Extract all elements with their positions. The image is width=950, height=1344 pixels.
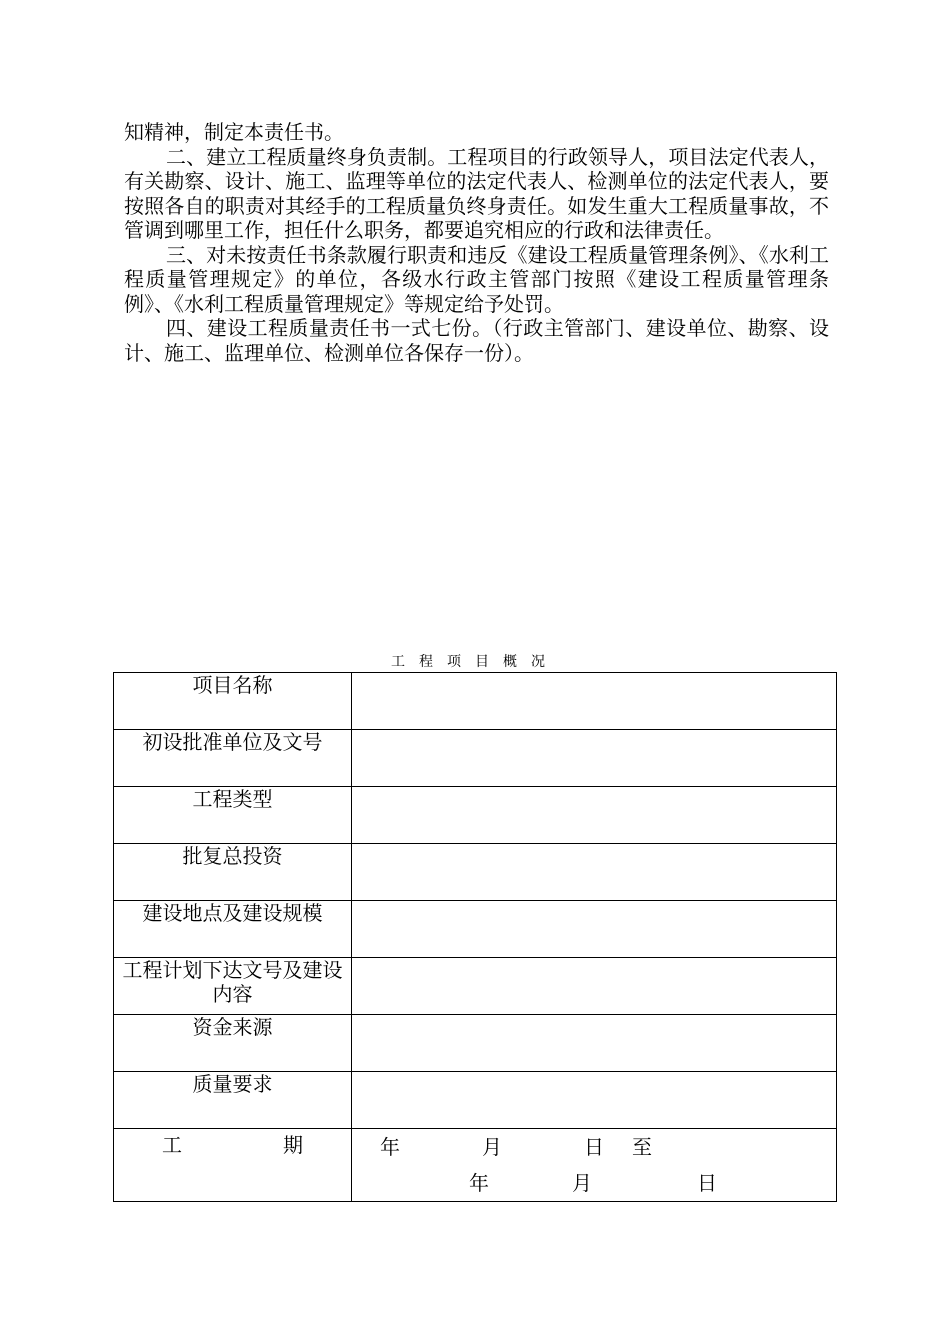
paragraph-4: 四、建设工程质量责任书一式七份。（行政主管部门、建设单位、勘察、设计、施工、监理单位、检测单位各保存一份）。 xyxy=(124,316,829,365)
paragraph-intro-end: 知精神，制定本责任书。 xyxy=(124,120,344,144)
end-month-label: 月 xyxy=(572,1171,592,1195)
project-overview-table xyxy=(113,672,837,1202)
paragraph-2: 二、建立工程质量终身负责制。工程项目的行政领导人，项目法定代表人，有关勘察、设计、施工、监理等单位的法定代表人、检测单位的法定代表人，要按照各自的职责对其经手的工程质量负终身责任。如发生重大工程质量事故，不管调到哪里工作，担任什么职务，都要追究相应的行政和法律责任。 xyxy=(124,144,829,242)
row-value[interactable] xyxy=(352,1072,837,1129)
table-row xyxy=(114,730,837,787)
table-row xyxy=(114,673,837,730)
table-row xyxy=(114,844,837,901)
row-value[interactable] xyxy=(352,787,837,844)
paragraph-3: 三、对未按责任书条款履行职责和违反《建设工程质量管理条例》、《水利工程质量管理规定》的单位，各级水行政主管部门按照《建设工程质量管理条例》、《水利工程质量管理规定》等规定给予处罚。 xyxy=(124,242,829,316)
period-value-cell[interactable] xyxy=(352,1129,837,1202)
table-title: 工程项目概况 xyxy=(391,654,559,670)
row-value[interactable] xyxy=(352,958,837,1015)
period-label-2: 期 xyxy=(283,1133,303,1157)
row-label: 资金来源 xyxy=(114,1015,352,1072)
row-label: 工程类型 xyxy=(114,787,352,844)
table-row xyxy=(114,958,837,1015)
row-label: 建设地点及建设规模 xyxy=(114,901,352,958)
row-label: 工程计划下达文号及建设内容 xyxy=(114,958,352,1015)
row-label: 批复总投资 xyxy=(114,844,352,901)
start-year-label: 年 xyxy=(380,1135,400,1159)
start-month-label: 月 xyxy=(482,1135,502,1159)
row-label: 初设批准单位及文号 xyxy=(114,730,352,787)
row-label: 质量要求 xyxy=(114,1072,352,1129)
period-label-1: 工 xyxy=(162,1133,182,1157)
row-value[interactable] xyxy=(352,1015,837,1072)
table-row xyxy=(114,1015,837,1072)
table-row xyxy=(114,901,837,958)
period-label-cell xyxy=(114,1129,352,1202)
row-value[interactable] xyxy=(352,901,837,958)
end-year-label: 年 xyxy=(469,1171,489,1195)
body-text xyxy=(124,120,829,365)
row-label: 项目名称 xyxy=(114,673,352,730)
table-row xyxy=(114,1072,837,1129)
row-value[interactable] xyxy=(352,673,837,730)
row-value[interactable] xyxy=(352,730,837,787)
table-row-period xyxy=(114,1129,837,1202)
row-value[interactable] xyxy=(352,844,837,901)
start-day-label: 日 xyxy=(584,1135,604,1159)
end-day-label: 日 xyxy=(697,1171,717,1195)
table-row xyxy=(114,787,837,844)
to-label: 至 xyxy=(632,1135,652,1159)
